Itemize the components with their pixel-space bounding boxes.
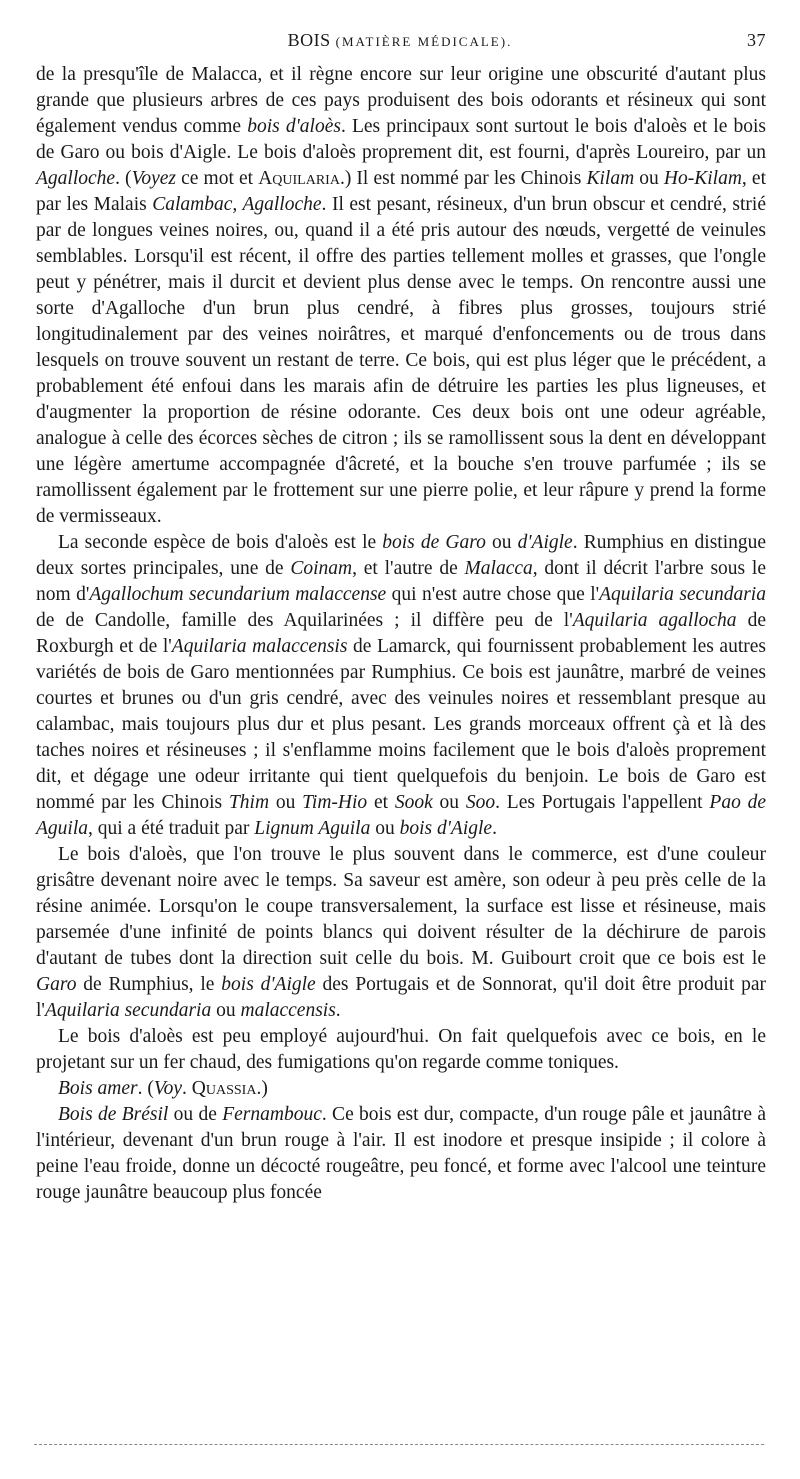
text-run: ou bbox=[485, 532, 518, 553]
italic-run: Lignum Aguila bbox=[254, 818, 371, 839]
paragraph bbox=[36, 1102, 766, 1206]
text-run: et bbox=[367, 792, 395, 813]
italic-run: Malacca bbox=[464, 558, 533, 579]
text-run: qui n'est autre chose que l' bbox=[386, 584, 600, 605]
italic-run: Thim bbox=[228, 792, 270, 813]
text-run: . Les principaux sont surtout le bois d'aloès et le bois de Garo ou bois d'Aigle. Le bois d'aloès proprement dit, est fourni, d'après Loureiro, par un bbox=[36, 116, 767, 163]
italic-run: Fernambouc bbox=[222, 1104, 322, 1125]
footer-rule bbox=[34, 1444, 764, 1445]
text-run: des Portugais et de Sonnorat, qu'il doit être produit par l' bbox=[36, 974, 766, 1021]
text-run: . ( bbox=[115, 168, 132, 189]
italic-run: Bois de Brésil bbox=[58, 1104, 169, 1125]
text-run: , et par les Malais bbox=[36, 168, 766, 215]
text-run: de de Candolle, famille des Aquilarinées ; il diffère peu de l' bbox=[36, 610, 573, 631]
running-header bbox=[34, 30, 766, 56]
text-run: . Ce bois est dur, compacte, d'un rouge pâle et jaunâtre à l'intérieur, devenant d'un brun rouge à l'air. Il est inodore et presque insipide ; il colore à peine l'eau froide, donne un décocté rougeâtre, peu foncé, et forme avec l'alcool une teinture rouge jaunâtre beaucoup plus foncée bbox=[36, 1104, 766, 1203]
body-text bbox=[36, 62, 766, 1206]
page-number: 37 bbox=[747, 30, 766, 50]
small-caps-run: Quassia bbox=[191, 1078, 257, 1099]
italic-run: Bois amer bbox=[58, 1078, 138, 1099]
running-title bbox=[34, 30, 766, 51]
text-run: ce mot et bbox=[175, 168, 259, 189]
text-run: de Roxburgh et de l' bbox=[36, 610, 767, 657]
text-run: de Lamarck, qui fournissent probablement les autres variétés de bois de Garo mentionnées par Rumphius. Ce bois est jaunâtre, marbré de veines courtes et brunes ou d'un gris cendré, avec des veinules noires et ressemblant presque au calambac, mais toujours plus dur et plus pesant. Les grands morceaux offrent çà et là des taches noires et résineuses ; il s'enflamme moins facilement que le bois d'aloès proprement dit, et dégage une odeur irritante qui tient quelquefois du benjoin. Le bois de Garo est nommé par les Chinois bbox=[36, 636, 766, 813]
text-run: La seconde espèce de bois d'aloès est le bbox=[58, 532, 383, 553]
text-run: . bbox=[182, 1078, 192, 1099]
text-run: Le bois d'aloès, que l'on trouve le plus souvent dans le commerce, est d'une couleur grisâtre devenant noire avec le temps. Sa saveur est amère, son odeur à peu près celle de la résine animée. Lorsqu'on le coupe transversalement, la surface est lisse et résineuse, mais parsemée d'une infinité de points blancs qui doivent résulter de la déchirure de parois d'autant de tubes dont la direction suit celle du bois. M. Guibourt croit que ce bois est le bbox=[36, 844, 766, 969]
text-run: .) bbox=[256, 1078, 268, 1099]
text-run: ou bbox=[211, 1000, 241, 1021]
italic-run: Voy bbox=[153, 1078, 183, 1099]
italic-run: Agalloche bbox=[36, 168, 116, 189]
italic-run: Aquilaria secundaria bbox=[44, 1000, 212, 1021]
text-run: Le bois d'aloès est peu employé aujourd'hui. On fait quelquefois avec ce bois, en le projetant sur un fer chaud, des fumigations qu'on regarde comme toniques. bbox=[36, 1026, 766, 1073]
paragraph bbox=[36, 842, 766, 1024]
italic-run: Aquilaria agallocha bbox=[572, 610, 737, 631]
paragraph bbox=[36, 62, 766, 530]
italic-run: bois de Garo bbox=[382, 532, 486, 553]
italic-run: Aquilaria malaccensis bbox=[171, 636, 348, 657]
text-run: . Il est pesant, résineux, d'un brun obscur et cendré, strié par de longues veines noires, ou, quand il a été pris autour des nœuds, vergetté de veinules semblables. Lorsqu'il est récent, il offre des parties tellement molles et grasses, que l'ongle peut y pénétrer, mais il durcit et devient plus dense avec le temps. On rencontre aussi une sorte d'Agalloche d'un brun plus cendré, à fibres plus grosses, toujours strié longitudinalement par des veines noirâtres, et marqué d'enfoncements ou de trous dans lesquels on trouve souvent un restant de terre. Ce bois, qui est plus léger que le précédent, a probablement été enfoui dans les marais afin de détruire les parties les plus ligneuses, et d'augmenter la proportion de résine odorante. Ces deux bois ont une odeur agréable, analogue à celle des écorces sèches de citron ; ils se ramollissent sous la dent en développant une légère amertume accompagnée d'âcreté, et la bouche s'en trouve parfumée ; ils se ramollissent également par le frottement sur une pierre polie, et leur râpure y prend la forme de vermisseaux. bbox=[36, 194, 766, 527]
italic-run: Garo bbox=[36, 974, 77, 995]
text-run: . bbox=[335, 1000, 341, 1021]
text-run: de Rumphius, le bbox=[76, 974, 222, 995]
italic-run: Soo bbox=[465, 792, 496, 813]
small-caps-run: Aquilaria bbox=[258, 168, 340, 189]
running-title-sub: (MATIÈRE MÉDICALE). bbox=[335, 34, 513, 49]
text-run: . Les Portugais l'appellent bbox=[495, 792, 710, 813]
paragraph bbox=[36, 1024, 766, 1076]
italic-run: malaccensis bbox=[240, 1000, 336, 1021]
italic-run: bois d'Aigle bbox=[399, 818, 493, 839]
text-run: ou bbox=[432, 792, 466, 813]
text-run: ou bbox=[634, 168, 664, 189]
text-run: ou de bbox=[168, 1104, 223, 1125]
italic-run: Sook bbox=[394, 792, 433, 813]
paragraph bbox=[36, 530, 766, 842]
text-run: .) Il est nommé par les Chinois bbox=[339, 168, 587, 189]
italic-run: Kilam bbox=[586, 168, 635, 189]
text-run: ou bbox=[269, 792, 303, 813]
italic-run: Agallochum secundarium malaccense bbox=[89, 584, 387, 605]
text-run: ou bbox=[370, 818, 400, 839]
running-title-main: BOIS bbox=[287, 30, 331, 50]
text-run: de la presqu'île de Malacca, et il règne encore sur leur origine une obscurité d'autant plus grande que plusieurs arbres de ces pays produisent des bois odorants et résineux qui sont également vendus comme bbox=[36, 64, 766, 137]
italic-run: bois d'Aigle bbox=[221, 974, 316, 995]
text-run: . ( bbox=[137, 1078, 154, 1099]
italic-run: Calambac, Agalloche bbox=[152, 194, 322, 215]
text-run: , et l'autre de bbox=[352, 558, 465, 579]
text-run: , qui a été traduit par bbox=[88, 818, 255, 839]
italic-run: d'Aigle bbox=[517, 532, 573, 553]
italic-run: Tim-Hio bbox=[302, 792, 368, 813]
italic-run: Pao de Aguila bbox=[36, 792, 767, 839]
italic-run: Coinam bbox=[290, 558, 353, 579]
text-run: , dont il décrit l'arbre sous le nom d' bbox=[36, 558, 766, 605]
text-run: . Rumphius en distingue deux sortes principales, une de bbox=[36, 532, 767, 579]
paragraph bbox=[36, 1076, 766, 1102]
italic-run: Aquilaria secundaria bbox=[599, 584, 766, 605]
italic-run: Voyez bbox=[131, 168, 176, 189]
italic-run: Ho-Kilam bbox=[663, 168, 742, 189]
italic-run: bois d'aloès bbox=[247, 116, 341, 137]
text-run: . bbox=[492, 818, 497, 839]
